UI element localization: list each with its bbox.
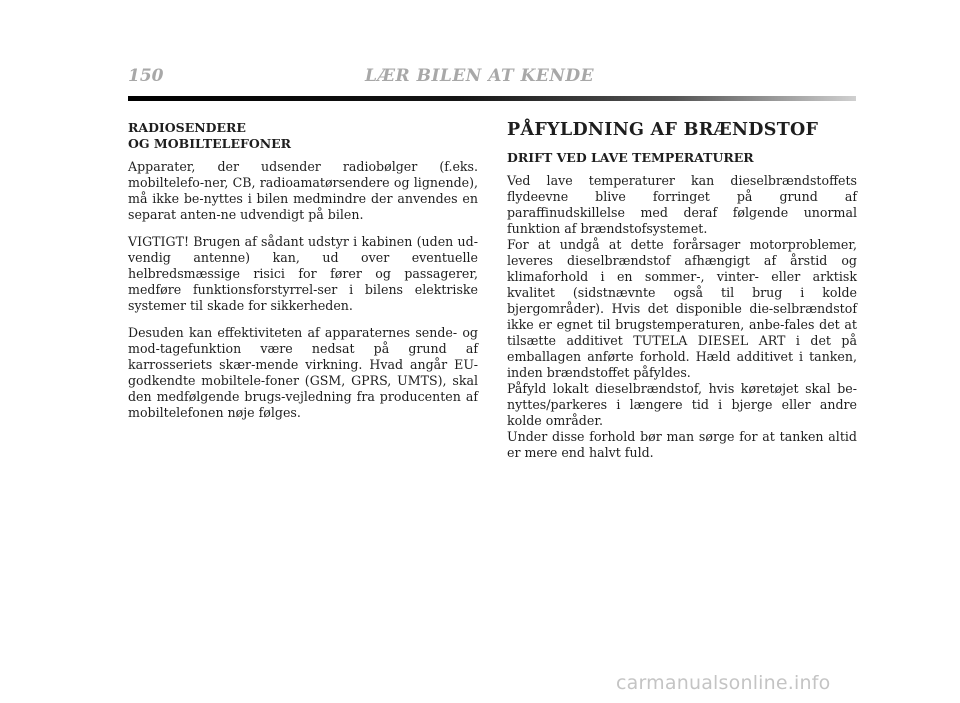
right-column [507, 120, 857, 461]
fuel-paragraph-4: Under disse forhold bør man sørge for at tanken altid er mere end halvt fuld. [507, 429, 857, 460]
radio-section-heading [128, 120, 478, 152]
fuel-paragraph-1: Ved lave temperaturer kan dieselbrændstoffets flydeevne blive forringet på grund af paraffinudskillelse med deraf følgende unormal funktion af brændstofsystemet. [507, 173, 857, 236]
fuel-section-title: PÅFYLDNING AF BRÆNDSTOF [507, 120, 819, 140]
watermark: carmanualsonline.info [616, 672, 831, 694]
fuel-paragraph-3: Påfyld lokalt dieselbrændstof, hvis køretøjet skal be-nyttes/parkeres i længere tid i bjerge eller andre kolde områder. [507, 381, 857, 428]
left-column [128, 120, 478, 432]
fuel-section-subtitle: DRIFT VED LAVE TEMPERATURER [507, 150, 754, 165]
page-number: 150 [128, 66, 164, 86]
running-head: LÆR BILEN AT KENDE [365, 66, 595, 86]
radio-paragraph-1: Apparater, der udsender radiobølger (f.eks. mobiltelefo-ner, CB, radioamatørsendere og lignende), må ikke be-nyttes i bilen medmindre der anvendes en separat anten-ne udvendigt på bilen. [128, 159, 478, 222]
radio-paragraph-2: VIGTIGT! Brugen af sådant udstyr i kabinen (uden ud-vendig antenne) kan, ud over eventuelle helbredsmæssige risici for fører og passagerer, medføre funktionsforstyrrel-ser i bilens elektriske systemer til skade for sikkerheden. [128, 234, 478, 313]
header-rule [128, 96, 856, 101]
radio-paragraph-3: Desuden kan effektiviteten af apparaternes sende- og mod-tagefunktion være nedsat på grund af karrosseriets skær-mende virkning. Hvad angår EU-godkendte mobiltele-foner (GSM, GPRS, UMTS), skal den medfølgende brugs-vejledning fra producenten af mobiltelefonen nøje følges. [128, 325, 478, 420]
fuel-paragraph-2: For at undgå at dette forårsager motorproblemer, leveres dieselbrændstof afhængigt af årstid og klimaforhold i en sommer-, vinter- eller arktisk kvalitet (sidstnævnte også til brug i kolde bjergområder). Hvis det disponible die-selbrændstof ikke er egnet til brugstemperaturen, anbe-fales det at tilsætte additivet TUTELA DIESEL ART i det på emballagen anførte forhold. Hæld additivet i tanken, inden brændstoffet påfyldes. [507, 237, 857, 380]
radio-heading-line1: RADIOSENDERE [128, 120, 246, 135]
radio-heading-line2: OG MOBILTELEFONER [128, 136, 292, 151]
